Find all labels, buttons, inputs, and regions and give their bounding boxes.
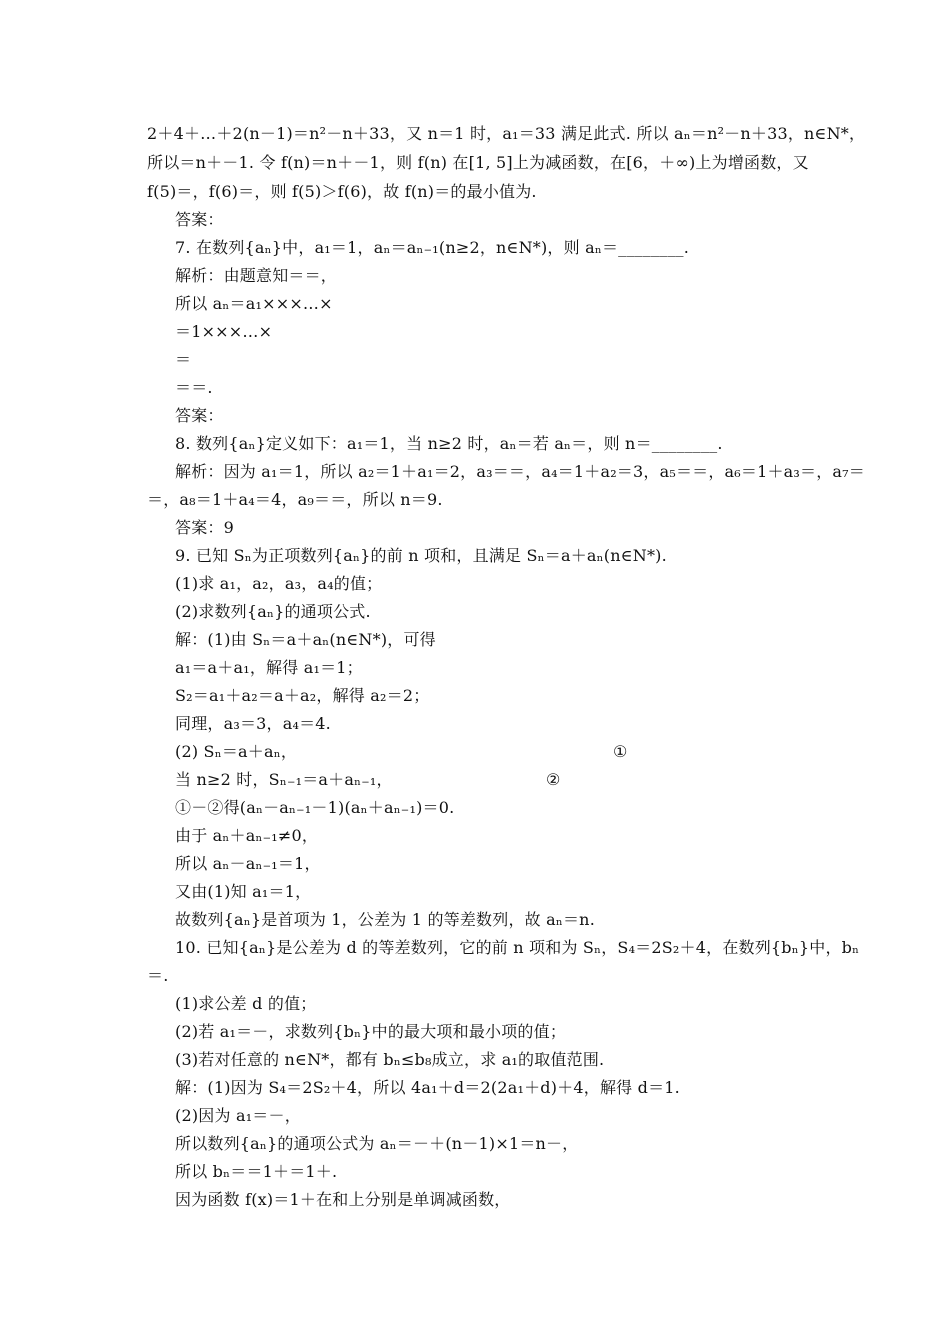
text-line: ＝，a₈＝1＋a₄＝4，a₉＝＝，所以 n＝9. <box>147 490 443 509</box>
text-line: f(5)＝，f(6)＝，则 f(5)＞f(6)，故 f(n)＝的最小值为. <box>147 182 537 201</box>
text-line: (1)求 a₁，a₂，a₃，a₄的值； <box>175 574 383 593</box>
text-line: ＝1×××…× <box>175 322 273 341</box>
text-line: 所以＝n＋－1. 令 f(n)＝n＋－1，则 f(n) 在[1, 5]上为减函数，在[6，＋∞)上为增函数，又 <box>147 153 809 172</box>
text-line: 解析：因为 a₁＝1，所以 a₂＝1＋a₁＝2，a₃＝＝，a₄＝1＋a₂＝3，a₅＝＝，a₆＝1＋a₃＝，a₇＝ <box>175 462 865 481</box>
text-line: 所以数列{aₙ}的通项公式为 aₙ＝－＋(n－1)×1＝n－， <box>175 1134 579 1153</box>
equation-marker-1: ① <box>613 742 628 761</box>
text-line: 因为函数 f(x)＝1＋在和上分别是单调减函数， <box>175 1190 511 1209</box>
text-line: 答案： <box>175 406 224 425</box>
text-line: 由于 aₙ＋aₙ₋₁≠0， <box>175 826 319 845</box>
text-line: 7. 在数列{aₙ}中，a₁＝1，aₙ＝aₙ₋₁(n≥2，n∈N*)，则 aₙ＝________. <box>175 238 690 257</box>
text-line: 故数列{aₙ}是首项为 1，公差为 1 的等差数列，故 aₙ＝n. <box>175 910 595 929</box>
text-line: (2)因为 a₁＝－， <box>175 1106 301 1125</box>
text-line: 所以 bₙ＝＝1＋＝1＋. <box>175 1162 338 1181</box>
text-line: 解：(1)由 Sₙ＝a＋aₙ(n∈N*)，可得 <box>175 630 436 649</box>
text-line: 又由(1)知 a₁＝1， <box>175 882 312 901</box>
text-line: 9. 已知 Sₙ为正项数列{aₙ}的前 n 项和，且满足 Sₙ＝a＋aₙ(n∈N*). <box>175 546 667 565</box>
text-line: (2) Sₙ＝a＋aₙ， <box>175 742 298 761</box>
text-line: 答案： <box>175 210 224 229</box>
text-line: a₁＝a＋a₁，解得 a₁＝1； <box>175 658 363 677</box>
text-line: 解：(1)因为 S₄＝2S₂＋4，所以 4a₁＋d＝2(2a₁＋d)＋4，解得 d＝1. <box>175 1078 680 1097</box>
equation-marker-2: ② <box>546 770 561 789</box>
text-line: 当 n≥2 时，Sₙ₋₁＝a＋aₙ₋₁， <box>175 770 393 789</box>
text-line: ＝＝. <box>175 378 213 397</box>
text-line: 所以 aₙ－aₙ₋₁＝1， <box>175 854 321 873</box>
text-line: S₂＝a₁＋a₂＝a＋a₂，解得 a₂＝2； <box>175 686 430 705</box>
text-line: 解析：由题意知＝＝， <box>175 266 338 285</box>
text-line: ＝. <box>147 966 169 985</box>
text-line: ①－②得(aₙ－aₙ₋₁－1)(aₙ＋aₙ₋₁)＝0. <box>175 798 455 817</box>
text-line: 10. 已知{aₙ}是公差为 d 的等差数列，它的前 n 项和为 Sₙ，S₄＝2S₂＋4，在数列{bₙ}中，bₙ <box>175 938 860 957</box>
text-line: (2)若 a₁＝－，求数列{bₙ}中的最大项和最小项的值； <box>175 1022 567 1041</box>
text-line: 答案：9 <box>175 518 234 537</box>
text-line: 2＋4＋…＋2(n－1)＝n²－n＋33，又 n＝1 时，a₁＝33 满足此式. 所以 aₙ＝n²－n＋33，n∈N*， <box>147 124 866 143</box>
text-line: 8. 数列{aₙ}定义如下：a₁＝1，当 n≥2 时，aₙ＝若 aₙ＝，则 n＝________. <box>175 434 723 453</box>
text-line: 同理，a₃＝3，a₄＝4. <box>175 714 331 733</box>
text-line: (3)若对任意的 n∈N*，都有 bₙ≤b₈成立，求 a₁的取值范围. <box>175 1050 605 1069</box>
text-line: 所以 aₙ＝a₁×××…× <box>175 294 333 313</box>
text-line: (1)求公差 d 的值； <box>175 994 317 1013</box>
text-line: (2)求数列{aₙ}的通项公式. <box>175 602 371 621</box>
text-line: ＝ <box>175 350 192 369</box>
